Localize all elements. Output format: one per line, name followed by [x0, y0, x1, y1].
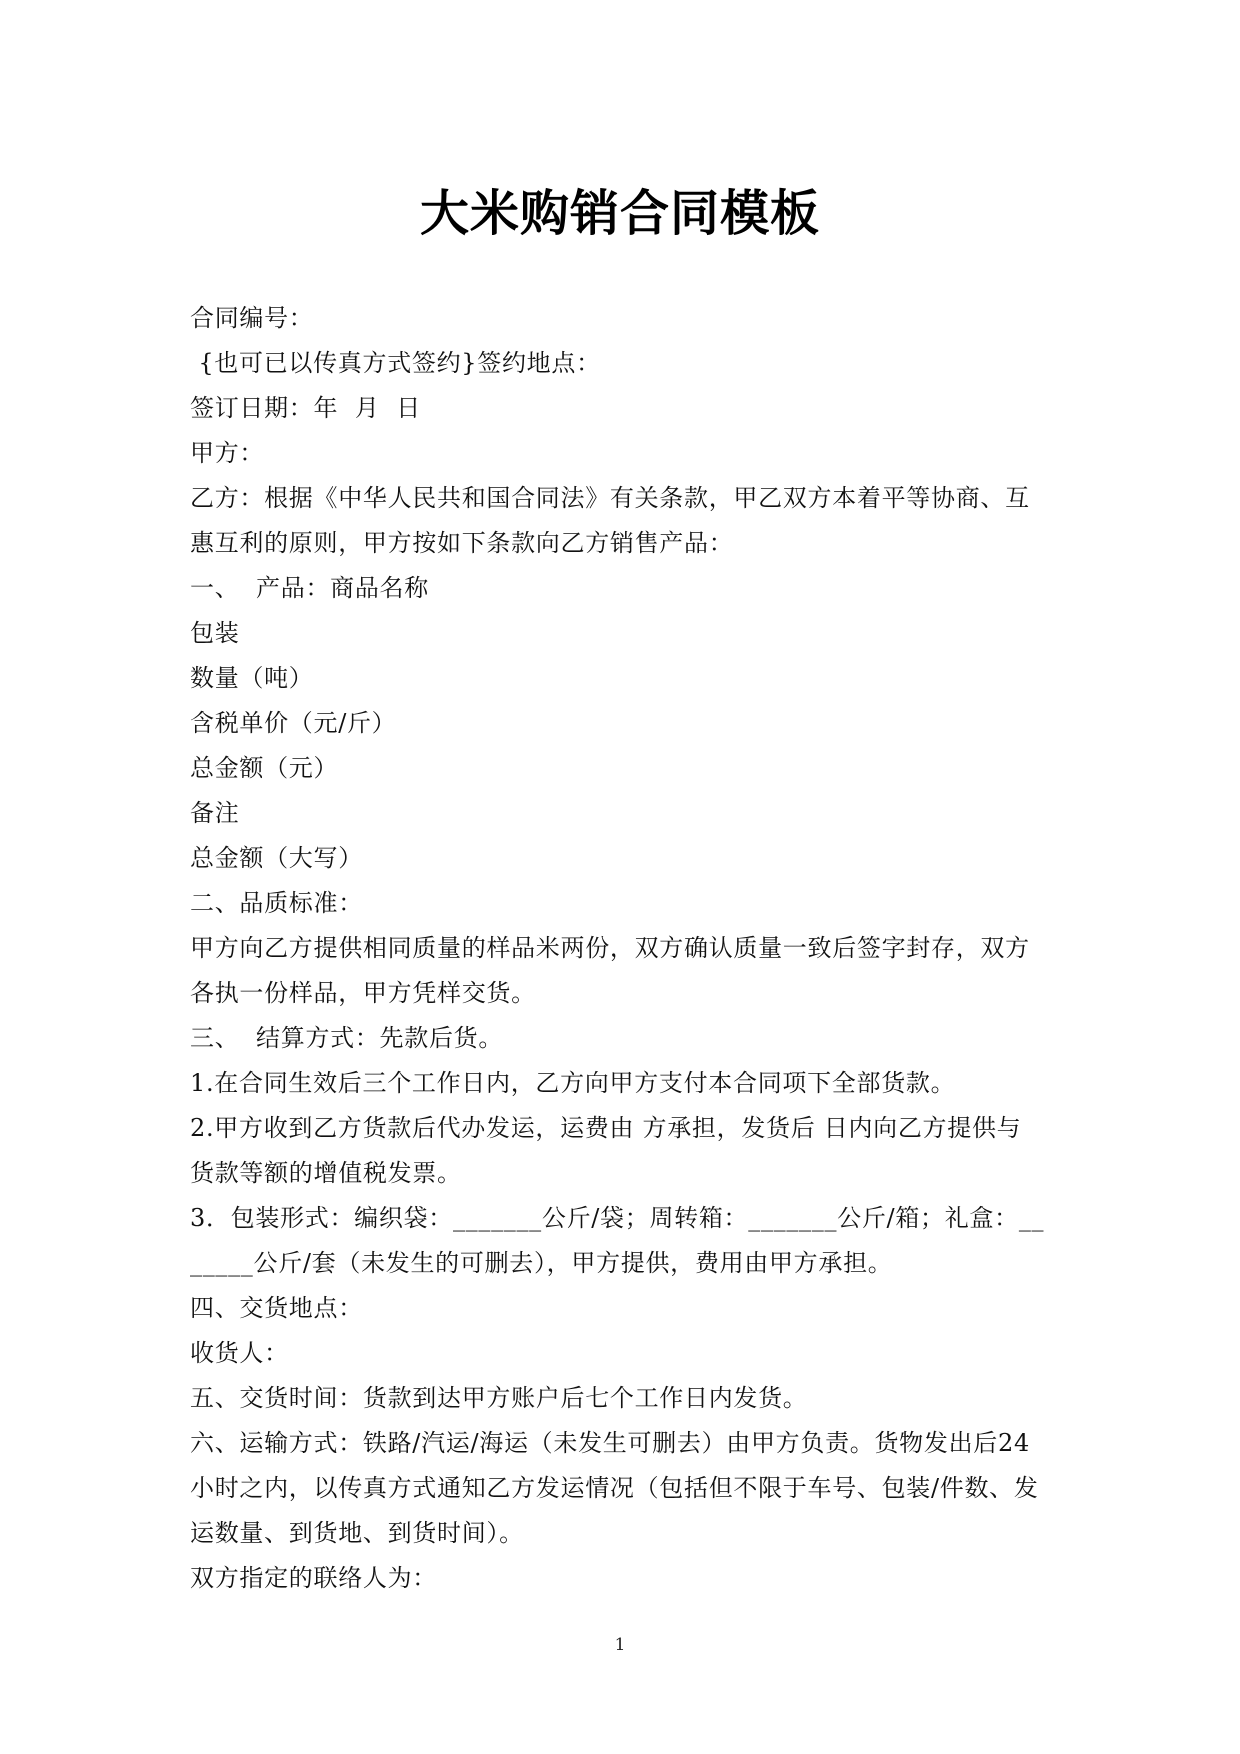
quality-paragraph-line-2: 各执一份样品，甲方凭样交货。 — [190, 979, 536, 1007]
consignee-line: 收货人： — [190, 1339, 289, 1367]
signing-place-line: {也可已以传真方式签约}签约地点： — [190, 349, 601, 377]
signing-date-line: 签订日期：年 月 日 — [190, 394, 421, 422]
section-delivery-time-heading: 五、交货时间：货款到达甲方账户后七个工作日内发货。 — [190, 1384, 808, 1412]
document-title: 大米购销合同模板 — [419, 185, 820, 242]
product-field-packaging: 包装 — [190, 619, 240, 647]
section-settlement-heading: 三、 结算方式：先款后货。 — [190, 1024, 504, 1052]
party-b-line-continued: 惠互利的原则，甲方按如下条款向乙方销售产品： — [190, 529, 734, 557]
party-b-line: 乙方：根据《中华人民共和国合同法》有关条款，甲乙双方本着平等协商、互 — [190, 484, 1030, 512]
settlement-item-2-line-1: 2.甲方收到乙方货款后代办发运，运费由 方承担，发货后 日内向乙方提供与 — [190, 1114, 1022, 1142]
contact-person-line: 双方指定的联络人为： — [190, 1564, 437, 1592]
document-body — [190, 296, 1050, 1601]
page-number: 1 — [614, 1635, 626, 1655]
settlement-item-2-line-2: 货款等额的增值税发票。 — [190, 1159, 462, 1187]
section-quality-heading: 二、品质标准： — [190, 889, 363, 917]
packaging-item-line-2: _____公斤/套（未发生的可删去），甲方提供，费用由甲方承担。 — [190, 1249, 893, 1277]
section-transport-line-1: 六、运输方式：铁路/汽运/海运（未发生可删去）由甲方负责。货物发出后24 — [190, 1429, 1030, 1457]
section-transport-line-3: 运数量、到货地、到货时间）。 — [190, 1519, 524, 1547]
product-field-unit-price: 含税单价（元/斤） — [190, 709, 397, 737]
party-a-line: 甲方： — [190, 439, 265, 467]
section-product-heading: 一、 产品：商品名称 — [190, 574, 429, 602]
product-field-remarks: 备注 — [190, 799, 240, 827]
product-field-total-amount: 总金额（元） — [190, 754, 339, 782]
section-transport-line-2: 小时之内，以传真方式通知乙方发运情况（包括但不限于车号、包装/件数、发 — [190, 1474, 1039, 1502]
packaging-item-line-1: 3．包装形式：编织袋：_______公斤/袋；周转箱：_______公斤/箱；礼盒：__ — [190, 1204, 1045, 1232]
quality-paragraph-line-1: 甲方向乙方提供相同质量的样品米两份，双方确认质量一致后签字封存，双方 — [190, 934, 1030, 962]
product-field-total-amount-words: 总金额（大写） — [190, 844, 363, 872]
settlement-item-1: 1.在合同生效后三个工作日内，乙方向甲方支付本合同项下全部货款。 — [190, 1069, 956, 1097]
section-delivery-place-heading: 四、交货地点： — [190, 1294, 363, 1322]
contract-number-line: 合同编号： — [190, 304, 314, 332]
product-field-quantity: 数量（吨） — [190, 664, 314, 692]
